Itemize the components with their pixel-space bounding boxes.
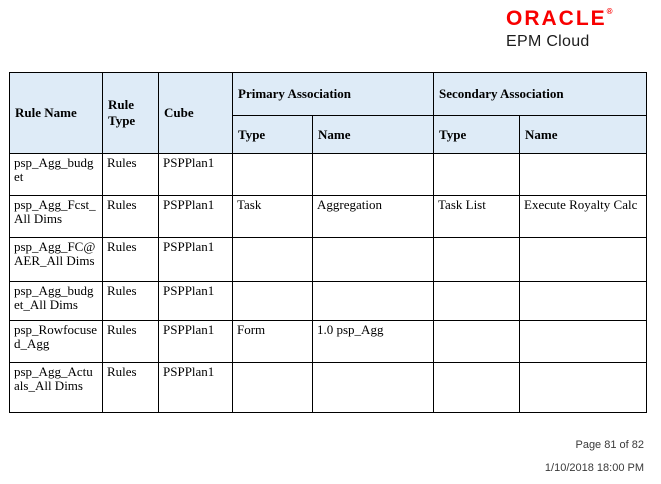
cell-rule-type: Rules <box>103 363 159 413</box>
cell-secondary-name <box>520 321 647 363</box>
cell-secondary-name <box>520 282 647 321</box>
cell-primary-name <box>313 282 434 321</box>
cell-rule-name: psp_Agg_FC@AER_All Dims <box>10 238 103 282</box>
oracle-logo-text: ORACLE <box>506 7 607 30</box>
cell-secondary-type <box>434 238 520 282</box>
cell-secondary-type <box>434 282 520 321</box>
brand-block <box>506 8 613 51</box>
cell-primary-type <box>233 363 313 413</box>
cell-secondary-type <box>434 154 520 196</box>
cell-secondary-name <box>520 238 647 282</box>
cell-primary-name <box>313 238 434 282</box>
cell-cube: PSPPlan1 <box>159 196 233 238</box>
cell-primary-type <box>233 154 313 196</box>
header-primary-association: Primary Association <box>233 73 434 116</box>
cell-primary-type: Task <box>233 196 313 238</box>
table-row <box>10 154 647 196</box>
report-timestamp: 1/10/2018 18:00 PM <box>544 462 644 474</box>
table-row <box>10 196 647 238</box>
header-primary-name: Name <box>313 116 434 154</box>
header-secondary-name: Name <box>520 116 647 154</box>
cell-secondary-name: Execute Royalty Calc <box>520 196 647 238</box>
page-number: Page 81 of 82 <box>575 439 644 451</box>
cell-secondary-name <box>520 363 647 413</box>
cell-rule-name: psp_Agg_budget <box>10 154 103 196</box>
cell-cube: PSPPlan1 <box>159 363 233 413</box>
cell-cube: PSPPlan1 <box>159 282 233 321</box>
cell-cube: PSPPlan1 <box>159 321 233 363</box>
cell-secondary-type <box>434 321 520 363</box>
cell-primary-name: 1.0 psp_Agg <box>313 321 434 363</box>
header-secondary-association: Secondary Association <box>434 73 647 116</box>
cell-rule-type: Rules <box>103 196 159 238</box>
header-primary-type: Type <box>233 116 313 154</box>
cell-rule-name: psp_Agg_budget_All Dims <box>10 282 103 321</box>
header-secondary-type: Type <box>434 116 520 154</box>
table-row <box>10 282 647 321</box>
table-row <box>10 321 647 363</box>
product-name: EPM Cloud <box>506 33 590 50</box>
cell-primary-name <box>313 363 434 413</box>
cell-rule-type: Rules <box>103 238 159 282</box>
cell-primary-name <box>313 154 434 196</box>
cell-secondary-type <box>434 363 520 413</box>
cell-rule-name: psp_Rowfocused_Agg <box>10 321 103 363</box>
cell-cube: PSPPlan1 <box>159 238 233 282</box>
header-rule-name: Rule Name <box>10 73 103 154</box>
cell-primary-type <box>233 282 313 321</box>
cell-rule-type: Rules <box>103 282 159 321</box>
oracle-logo <box>506 8 613 29</box>
header-cube: Cube <box>159 73 233 154</box>
header-group-row <box>10 73 647 116</box>
cell-rule-name: psp_Agg_Fcst_All Dims <box>10 196 103 238</box>
cell-rule-name: psp_Agg_Actuals_All Dims <box>10 363 103 413</box>
header-rule-type: Rule Type <box>103 73 159 154</box>
cell-secondary-name <box>520 154 647 196</box>
cell-cube: PSPPlan1 <box>159 154 233 196</box>
cell-primary-name: Aggregation <box>313 196 434 238</box>
table-row <box>10 363 647 413</box>
cell-rule-type: Rules <box>103 154 159 196</box>
cell-primary-type <box>233 238 313 282</box>
table-row <box>10 238 647 282</box>
rules-report-table <box>9 72 647 413</box>
cell-primary-type: Form <box>233 321 313 363</box>
registered-trademark-icon: ® <box>606 7 613 16</box>
cell-secondary-type: Task List <box>434 196 520 238</box>
cell-rule-type: Rules <box>103 321 159 363</box>
